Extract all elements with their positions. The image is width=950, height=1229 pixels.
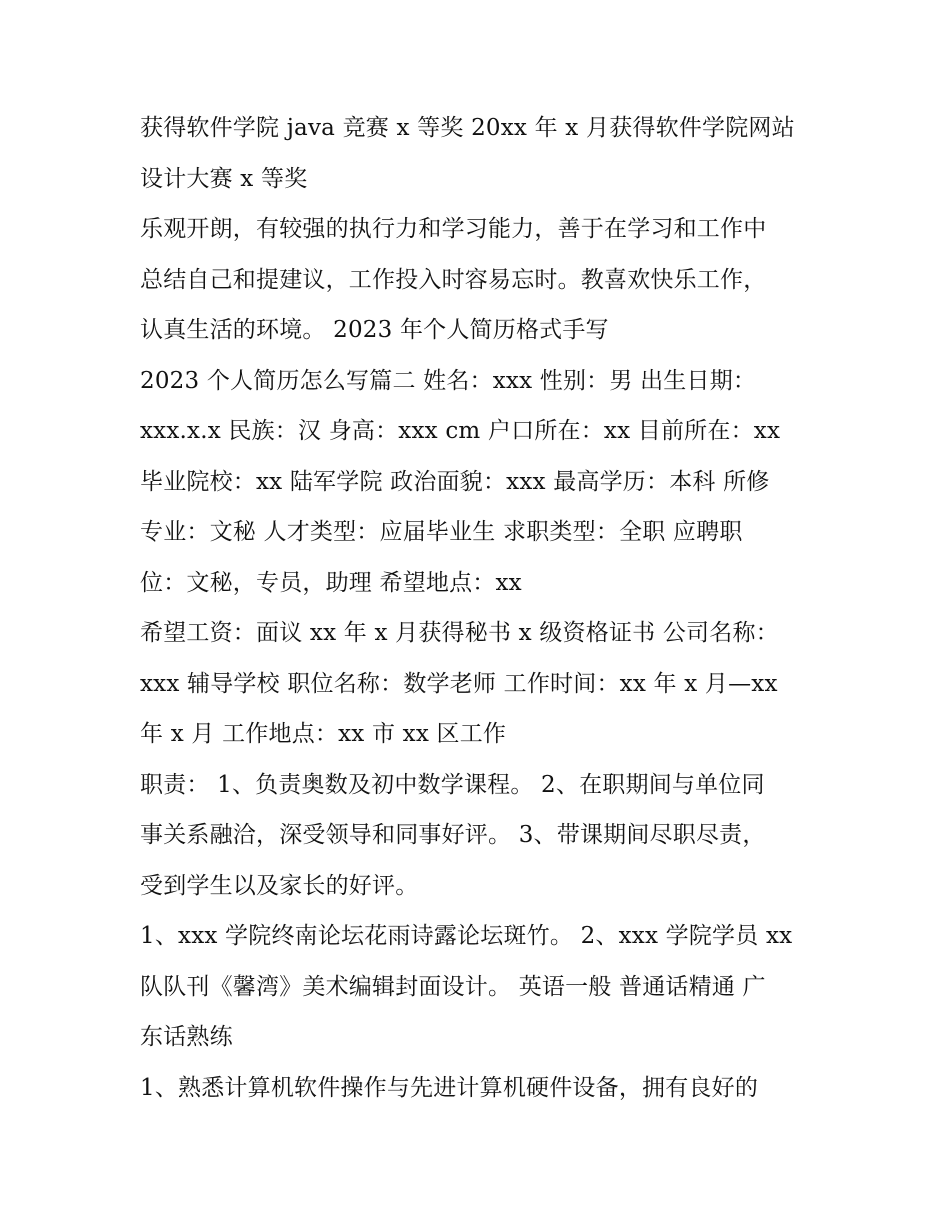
text-line: 1、熟悉计算机软件操作与先进计算机硬件设备，拥有良好的 [140,1074,759,1101]
text-line: 专业：文秘 人才类型：应届毕业生 求职类型：全职 应聘职 [140,519,743,545]
document-body [140,103,820,1113]
text-line: 设计大赛 x 等奖 [140,165,308,192]
text-line: 获得软件学院 java 竞赛 x 等奖 20xx 年 x 月获得软件学院网站 [140,115,795,141]
text-line: xxx 辅导学校 职位名称：数学老师 工作时间：xx 年 x 月—xx [140,670,778,697]
text-line: 认真生活的环境。 2023 年个人简历格式手写 [140,317,609,343]
text-line: 队队刊《馨湾》美术编辑封面设计。 英语一般 普通话精通 广 [140,973,766,1000]
text-line: 毕业院校：xx 陆军学院 政治面貌：xxx 最高学历：本科 所修 [140,468,770,495]
text-line: 1、xxx 学院终南论坛花雨诗露论坛斑竹。 2、xxx 学院学员 xx [140,923,793,949]
text-line: 受到学生以及家长的好评。 [140,872,419,899]
text-line: 东话熟练 [140,1024,233,1050]
text-line: 2023 个人简历怎么写篇二 姓名：xxx 性别：男 出生日期： [140,367,757,394]
text-line: 事关系融洽，深受领导和同事好评。 3、带课期间尽职尽责， [140,822,766,848]
text-line: 职责： 1、负责奥数及初中数学课程。 2、在职期间与单位同 [140,771,765,798]
text-line: 位：文秘，专员，助理 希望地点：xx [140,569,522,596]
text-line: xxx.x.x 民族：汉 身高：xxx cm 户口所在：xx 目前所在：xx [140,418,781,444]
text-line: 乐观开朗，有较强的执行力和学习能力，善于在学习和工作中 [140,216,767,242]
text-line: 总结自己和提建议，工作投入时容易忘时。教喜欢快乐工作， [140,266,767,293]
text-line: 年 x 月 工作地点：xx 市 xx 区工作 [140,721,507,747]
text-line: 希望工资：面议 xx 年 x 月获得秘书 x 级资格证书 公司名称： [140,620,779,646]
